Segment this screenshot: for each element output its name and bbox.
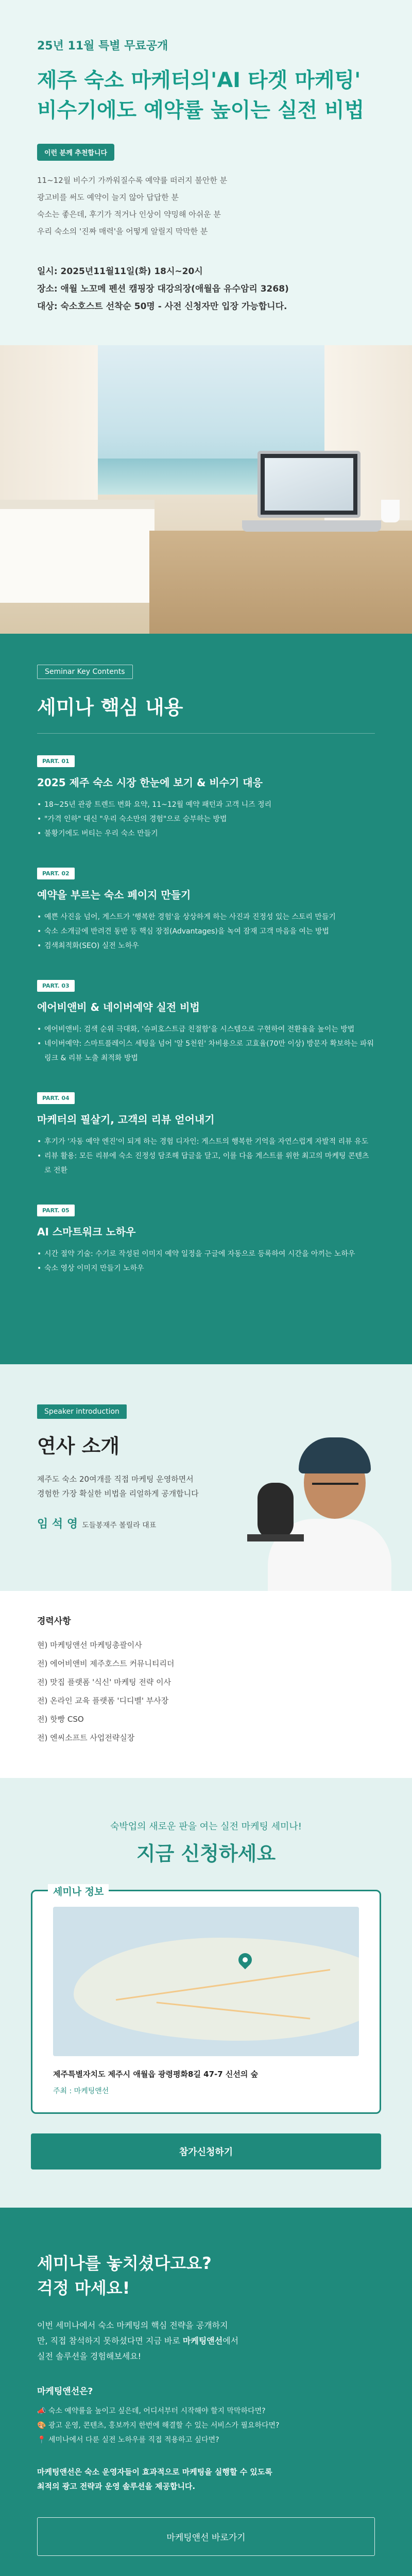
cta-intro [37,2318,375,2364]
cta-title [37,2251,375,2300]
section-tag: Seminar Key Contents [37,665,133,679]
title-line-2: 비수기에도 예약률 높이는 실전 비법 [37,98,365,122]
location-map[interactable] [53,1907,359,2056]
part-01 [37,755,375,841]
career-section [0,1591,412,1778]
recommend-item: 광고비를 써도 예약이 늘지 않아 답답한 분 [37,193,179,202]
title-line-1: 제주 숙소 마케터의'AI 타겟 마케팅' [37,69,361,92]
recommend-item: 숙소는 좋은데, 후기가 적거나 인상이 약밍해 아쉬운 분 [37,210,221,219]
career-item: 전) 온라인 교육 플랫폼 '디디벨' 부사장 [37,1696,169,1705]
cta-section [0,2208,412,2576]
part-03 [37,980,375,1065]
cta-title-line: 세미나를 놓치셨다고요? [37,2253,212,2273]
event-date: 일시: 2025년11월11일(화) 18시~20시 [37,266,203,277]
section-tag: Speaker introduction [37,1404,127,1419]
part-02 [37,868,375,953]
part-item: • 18~25년 관광 트렌드 변화 요약, 11~12월 예약 패턴과 고객 니즈 정리 [37,798,375,812]
part-item: • 예쁜 사진을 넘어, 게스트가 '행복한 경험'을 상상하게 하는 사진과 진정성 있는 스토리 만들기 [37,910,375,924]
apply-title: 지금 신청하세요 [136,1842,276,1865]
part-item: • 리뷰 활용: 모든 리뷰에 숙소 진정성 담조해 답글을 달고, 이를 다음 게스트를 위한 최고의 마케팅 콘텐츠로 전환 [37,1149,375,1178]
part-item: • 숙소 소개글에 반려견 동반 등 핵심 장점(Advantages)을 녹여 잠재 고객 마음을 여는 방법 [37,924,375,939]
section-title: 연사 소개 [37,1435,120,1458]
hero-section [0,0,412,345]
speaker-desc-line: 경험한 가장 확실한 비법을 리얼하게 공개합니다 [37,1489,199,1498]
pre-title: 25년 11월 특별 무료공개 [37,40,168,53]
cta-list [37,2404,375,2447]
career-title: 경력사항 [37,1616,71,1626]
page-title [37,65,375,125]
cta-intro-line: 실전 솔루션을 경험해보세요! [37,2351,142,2361]
apply-button[interactable]: 참가신청하기 [31,2133,381,2170]
career-item: 현) 마케팅앤선 마케팅총괄이사 [37,1640,142,1650]
part-title: AI 스마트워크 노하우 [37,1226,136,1238]
part-item: • 후기가 '자동 예약 엔진'이 되게 하는 경험 디자인: 게스트의 행복한 기억을 자연스럽게 자발적 리뷰 유도 [37,1134,375,1149]
career-item: 전) 맛집 플랫폼 '식신' 마케팅 전략 이사 [37,1677,171,1687]
part-title: 에어비앤비 & 네이버예약 실전 비법 [37,1001,200,1013]
part-item: • 네이버예약: 스마트플레이스 세팅을 넘어 '알 5천원' 차비용으로 고효율(70만 이상) 방문자 확보하는 파워링크 & 리뷰 노출 최적화 방법 [37,1037,375,1065]
part-item: • 불황기에도 버티는 우리 숙소 만들기 [37,826,375,841]
part-item: • "가격 인하" 대신 "우리 숙소만의 경험"으로 승부하는 방법 [37,812,375,826]
event-place: 장소: 애월 노꼬메 펜션 캠핑장 대강의장(애월읍 유수암리 3268) [37,284,289,294]
speaker-section [0,1364,412,1591]
career-item: 전) 엔씨소프트 사업전략실장 [37,1733,135,1742]
part-chip: PART. 02 [37,868,75,879]
cta-intro-line: 만, 직접 참석하지 못하셨다면 지금 바로 마케팅앤선에서 [37,2336,239,2346]
part-item: • 시간 절약 기술: 수기로 작성된 이미지 예약 일정을 구글에 자동으로 등록하여 시간을 아끼는 노하우 [37,1247,375,1261]
apply-subtitle: 숙박업의 새로운 판을 여는 실전 마케팅 세미나! [110,1821,302,1832]
speaker-name-text: 임 석 영 [37,1518,78,1531]
cta-list-title: 마케팅앤선은? [37,2386,93,2397]
marketing-link-button[interactable]: 마케팅앤선 바로가기 [37,2517,375,2556]
recommend-badge: 이런 분께 추천합니다 [37,144,114,161]
career-item: 전) 핫빵 CSO [37,1715,84,1724]
part-chip: PART. 03 [37,980,75,992]
part-chip: PART. 05 [37,1205,75,1216]
cta-list-item: 📣 숙소 예약률을 높이고 싶은데, 어디서부터 시작해야 할지 막막하다면? [37,2407,266,2415]
seminar-info-label: 세미나 정보 [48,1884,109,1898]
hero-photo [0,345,412,634]
recommend-item: 우리 숙소의 '진짜 매력'을 어떻게 알릴지 막막한 분 [37,227,208,236]
event-target: 대상: 숙소호스트 선착순 50명 - 사전 신청자만 입장 가능합니다. [37,301,287,312]
cta-list-item: 📍 세미나에서 다룬 실전 노하우를 직접 적용하고 싶다면? [37,2436,219,2444]
seminar-info-box [31,1886,381,2114]
speaker-portrait [247,1426,402,1591]
part-05 [37,1205,375,1276]
part-chip: PART. 01 [37,755,75,767]
microphone-icon [258,1483,294,1539]
cta-closing-line: 최적의 광고 전략과 운영 솔루션을 제공합니다. [37,2482,196,2491]
part-title: 예약을 부르는 숙소 페이지 만들기 [37,889,191,901]
cta-title-line: 걱정 마세요! [37,2278,130,2298]
part-title: 마케터의 필살기, 고객의 리뷰 얻어내기 [37,1113,215,1126]
host: 주최 : 마케팅앤선 [53,2087,109,2095]
part-chip: PART. 04 [37,1092,75,1104]
section-title: 세미나 핵심 내용 [37,691,375,734]
cta-list-item: 🎨 광고 운영, 콘텐츠, 홍보까지 한번에 해결할 수 있는 서비스가 필요하다면? [37,2421,280,2430]
cta-intro-line: 이번 세미나에서 숙소 마케팅의 핵심 전략을 공개하지 [37,2320,228,2330]
part-item: • 에어비앤비: 검색 순위 극대화, '슈퍼호스트급 친절함'을 시스템으로 구현하여 전환율을 높이는 방법 [37,1022,375,1037]
key-contents-section [0,634,412,1364]
speaker-desc-line: 제주도 숙소 20여개를 직접 마케팅 운영하면서 [37,1475,194,1484]
part-04 [37,1092,375,1178]
part-item: • 검색최적화(SEO) 실전 노하우 [37,939,375,953]
recommend-list [37,172,375,240]
apply-section [0,1778,412,2208]
event-info [37,263,375,315]
part-item: • 숙소 영상 이미지 만들기 노하우 [37,1261,375,1276]
part-title: 2025 제주 숙소 시장 한눈에 보기 & 비수기 대응 [37,776,263,789]
career-item: 전) 에어비앤비 제주호스트 커뮤니티리더 [37,1659,175,1668]
cta-closing [37,2465,375,2494]
cta-closing-line: 마케팅앤선은 숙소 운영자들이 효과적으로 마케팅을 실행할 수 있도록 [37,2467,272,2477]
address: 제주특별자치도 제주시 애월읍 광령평화8길 47-7 신선의 숲 [53,2070,259,2079]
recommend-item: 11~12월 비수기 가까워질수록 예약률 떠러지 불안한 분 [37,176,228,185]
laptop-illustration [258,451,360,518]
speaker-role: 도들봉재주 볼릴라 대표 [82,1521,157,1530]
